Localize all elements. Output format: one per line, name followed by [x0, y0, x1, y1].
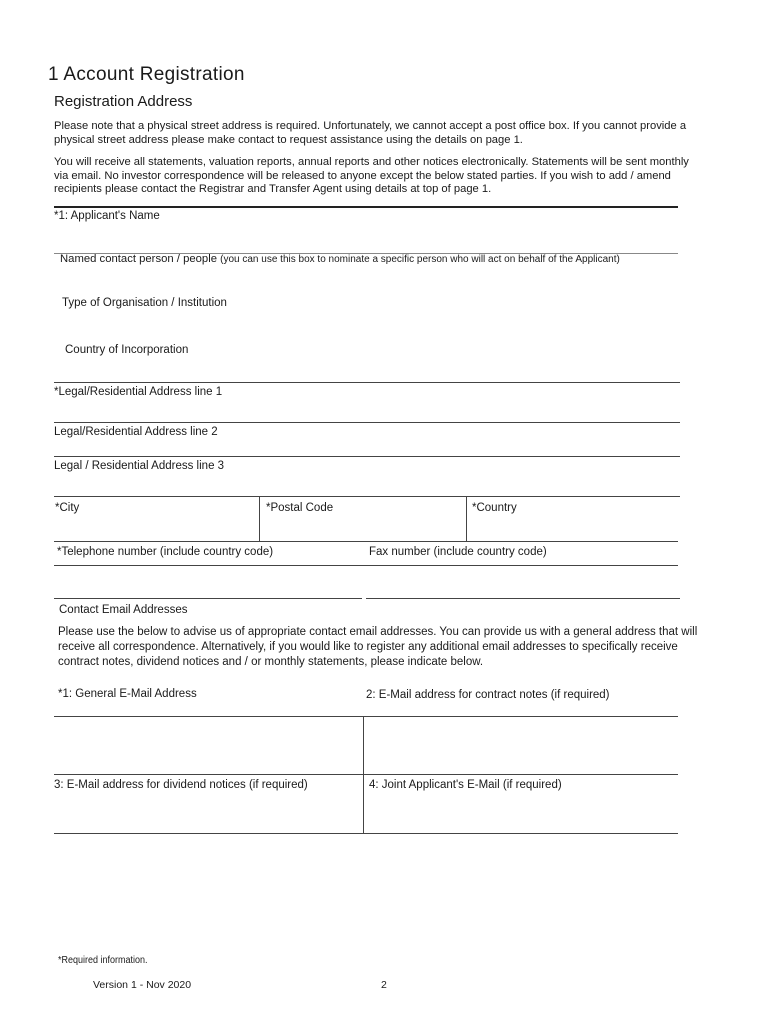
address-line2-field[interactable] [54, 440, 678, 454]
address-line2-label: Legal/Residential Address line 2 [54, 426, 218, 438]
applicant-name-label: *1: Applicant's Name [54, 210, 160, 222]
country-label: *Country [472, 502, 517, 514]
address-line1-field[interactable] [54, 400, 678, 420]
required-note: *Required information. [58, 955, 148, 966]
city-row-rule [54, 541, 678, 542]
joint-applicant-email-field[interactable] [365, 795, 678, 831]
dividend-notices-email-field[interactable] [54, 795, 361, 831]
city-label: *City [55, 502, 80, 514]
version-label: Version 1 - Nov 2020 [93, 979, 192, 991]
address-line1-rule [54, 422, 680, 423]
applicant-name-field[interactable] [54, 224, 678, 252]
email-section-description: Please use the below to advise us of appropriate contact email addresses. You can provide us with a general address that will receive all correspondence. Alternatively, if you would like to register any additional email addresses to specifically receive contract notes, dividend notices and / or monthly statements, please indicate below. [58, 626, 698, 668]
email-lower-divider [363, 774, 364, 833]
city-field[interactable] [54, 516, 258, 540]
country-incorporation-field[interactable] [54, 358, 678, 380]
address-line3-label: Legal / Residential Address line 3 [54, 460, 225, 472]
country-incorporation-rule [54, 382, 680, 383]
email-section-title: Contact Email Addresses [59, 604, 188, 616]
telephone-rule [54, 598, 362, 599]
address-line2-rule [54, 456, 680, 457]
intro-paragraph-2: You will receive all statements, valuation reports, annual reports and other notices electronically. Statements will be sent monthly via email. No investor correspondence will be released to anyone except the below stated parties. If you wish to add / amend recipients please contact the Registrar and Transfer Agent using details at top of page 1. [54, 156, 689, 195]
country-incorporation-label: Country of Incorporation [65, 344, 189, 356]
contract-notes-email-field[interactable] [365, 718, 678, 773]
postal-code-label: *Postal Code [266, 502, 334, 514]
email-header-rule [54, 716, 678, 717]
fax-field[interactable] [366, 568, 678, 596]
telephone-label-rule [54, 565, 678, 566]
city-postal-divider [259, 496, 260, 541]
dividend-notices-email-label: 3: E-Mail address for dividend notices (if required) [54, 779, 308, 791]
subsection-title: Registration Address [54, 93, 193, 110]
email-upper-divider [363, 716, 364, 774]
address-line3-rule [54, 496, 680, 497]
general-email-field[interactable] [54, 718, 361, 773]
country-field[interactable] [468, 516, 678, 540]
org-type-field[interactable] [54, 312, 678, 342]
email-middle-rule [54, 774, 678, 775]
intro-paragraph-1: Please note that a physical street address is required. Unfortunately, we cannot accept a post office box. If you cannot provide a physical street address please make contact to request assistance using the details on page 1. [54, 120, 687, 146]
org-type-label: Type of Organisation / Institution [62, 297, 227, 309]
general-email-label: *1: General E-Mail Address [58, 688, 197, 700]
named-contact-label [60, 253, 620, 265]
address-line1-label: *Legal/Residential Address line 1 [54, 386, 223, 398]
telephone-label: *Telephone number (include country code) [57, 546, 274, 558]
fax-rule [366, 598, 680, 599]
named-contact-note: (you can use this box to nominate a specific person who will act on behalf of the Applicant) [220, 254, 620, 265]
fax-label: Fax number (include country code) [369, 546, 547, 558]
postal-country-divider [466, 496, 467, 541]
telephone-field[interactable] [54, 568, 360, 596]
named-contact-field[interactable] [54, 268, 678, 294]
address-line3-field[interactable] [54, 474, 678, 494]
named-contact-label-text: Named contact person / people [60, 253, 217, 265]
contract-notes-email-label: 2: E-Mail address for contract notes (if required) [366, 689, 610, 701]
joint-applicant-email-label: 4: Joint Applicant's E-Mail (if required) [369, 779, 562, 791]
page-number: 2 [381, 979, 387, 991]
section-title: 1 Account Registration [48, 64, 245, 85]
postal-code-field[interactable] [261, 516, 465, 540]
email-bottom-rule [54, 833, 678, 834]
form-top-rule [54, 206, 678, 208]
